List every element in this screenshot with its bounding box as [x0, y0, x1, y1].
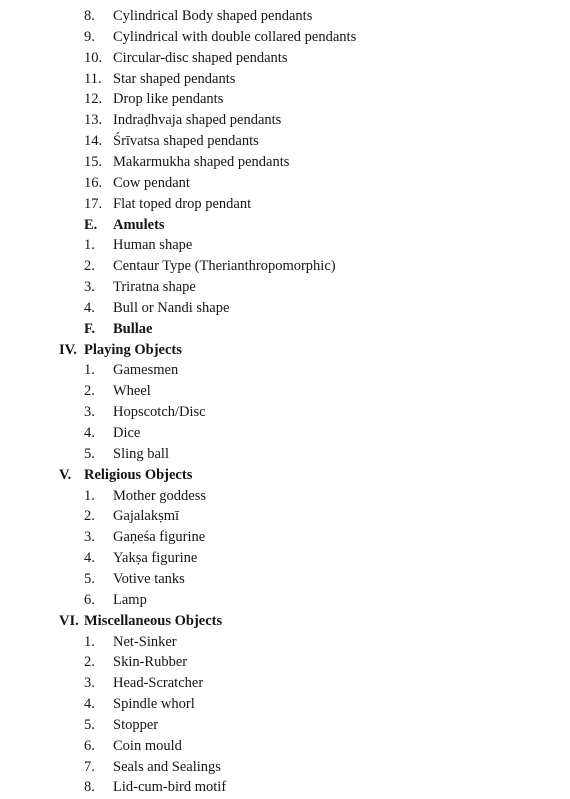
heading-number: VI.: [59, 612, 79, 629]
item-text: Head-Scratcher: [113, 675, 204, 692]
item-number: 5.: [84, 716, 95, 733]
heading-text: Amulets: [113, 216, 165, 233]
item-number: 4.: [84, 425, 95, 441]
heading-text: Bullae: [113, 320, 153, 337]
item-number: 3.: [84, 675, 95, 692]
heading-text: Religious Objects: [84, 466, 193, 483]
item-text: Indraḍhvaja shaped pendants: [113, 112, 282, 129]
item-text: Net-Sinker: [113, 633, 177, 650]
item-number: 17.: [84, 195, 103, 212]
item-text: Circular-disc shaped pendants: [113, 49, 288, 66]
item-number: 2.: [84, 383, 95, 400]
item-number: 1.: [84, 633, 95, 650]
item-text: Yakṣa figurine: [113, 550, 198, 567]
item-text: Gamesmen: [113, 362, 179, 379]
item-text: Coin mould: [113, 737, 182, 754]
heading-number: E.: [84, 216, 98, 233]
item-number: 15.: [84, 153, 103, 170]
item-number: 8.: [84, 8, 95, 24]
item-text: Dice: [113, 425, 141, 441]
item-text: Wheel: [113, 383, 151, 400]
heading-number: F.: [84, 320, 96, 337]
item-text: Cylindrical with double collared pendants: [113, 28, 357, 45]
item-number: 4.: [84, 550, 95, 567]
item-text: Star shaped pendants: [113, 70, 236, 87]
item-text: Lid-cum-bird motif: [113, 779, 227, 796]
heading-text: Playing Objects: [84, 341, 182, 358]
heading-text: Miscellaneous Objects: [84, 612, 223, 629]
item-number: 1.: [84, 237, 95, 254]
item-text: Sling ball: [113, 445, 169, 462]
item-number: 1.: [84, 487, 95, 504]
item-number: 13.: [84, 112, 103, 129]
item-number: 2.: [84, 508, 95, 525]
item-number: 9.: [84, 28, 95, 45]
item-number: 3.: [84, 279, 95, 296]
item-number: 3.: [84, 404, 95, 421]
item-number: 12.: [84, 91, 103, 108]
item-number: 11.: [84, 70, 102, 87]
item-number: 6.: [84, 737, 95, 754]
item-number: 1.: [84, 362, 95, 379]
item-number: 6.: [84, 591, 95, 608]
item-text: Bull or Nandi shape: [113, 299, 230, 316]
item-text: Votive tanks: [113, 570, 185, 587]
item-number: 16.: [84, 174, 103, 191]
item-text: Drop like pendants: [113, 91, 224, 108]
item-text: Cow pendant: [113, 174, 190, 191]
item-number: 8.: [84, 779, 95, 796]
item-text: Cylindrical Body shaped pendants: [113, 8, 313, 24]
item-text: Lamp: [113, 591, 147, 608]
item-text: Triratna shape: [113, 279, 196, 296]
item-number: 4.: [84, 696, 95, 713]
item-text: Spindle whorl: [113, 696, 195, 713]
item-number: 5.: [84, 570, 95, 587]
item-text: Seals and Sealings: [113, 758, 221, 775]
item-text: Skin-Rubber: [113, 654, 188, 671]
item-text: Hopscotch/Disc: [113, 404, 206, 421]
item-text: Centaur Type (Therianthropomorphic): [113, 258, 336, 275]
item-number: 2.: [84, 258, 95, 275]
item-text: Gajalakṣmī: [113, 508, 180, 525]
item-text: Flat toped drop pendant: [113, 195, 252, 212]
heading-number: IV.: [59, 341, 77, 358]
item-text: Makarmukha shaped pendants: [113, 153, 290, 170]
item-text: Human shape: [113, 237, 193, 254]
item-number: 10.: [84, 49, 103, 66]
item-number: 4.: [84, 299, 95, 316]
item-number: 3.: [84, 529, 95, 546]
item-text: Gaṇeśa figurine: [113, 529, 206, 546]
item-number: 7.: [84, 758, 95, 775]
item-text: Śrīvatsa shaped pendants: [113, 133, 259, 150]
item-number: 14.: [84, 133, 103, 150]
heading-number: V.: [59, 466, 72, 483]
item-text: Mother goddess: [113, 487, 207, 504]
item-text: Stopper: [113, 716, 159, 733]
item-number: 5.: [84, 445, 95, 462]
item-number: 2.: [84, 654, 95, 671]
